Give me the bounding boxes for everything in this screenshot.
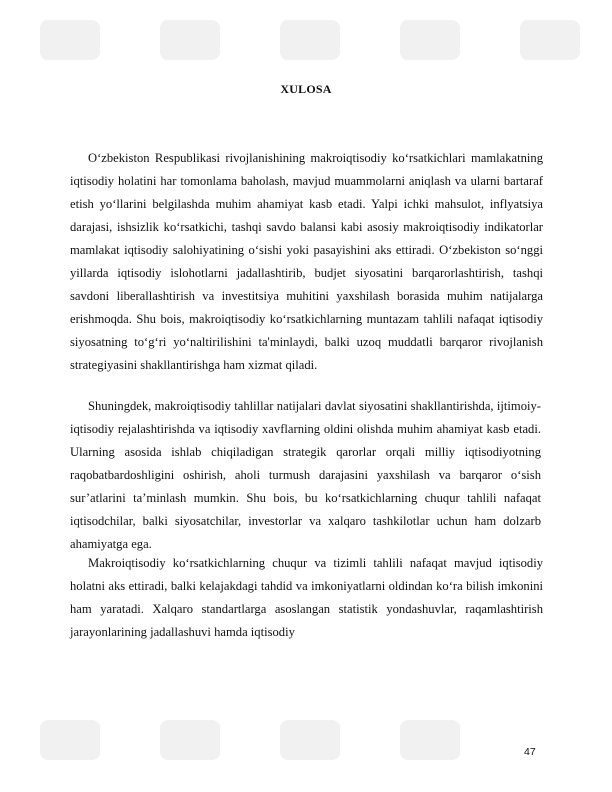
paragraph-3: Makroiqtisodiy ko‘rsatkichlarning chuqur va tizimli tahlili nafaqat mavjud iqtisodiy holatni aks ettiradi, balki kelajakdagi tahdid va imkoniyatlarni oldindan ko‘ra bilish imkonini ham yaratadi. Xalqaro standartlarga asoslangan statistik yondashuvlar, raqamlashtirish jarayonlarining jadallashuvi hamda iqtisodiy xyxy=(70,556,543,639)
paragraph-1: O‘zbekiston Respublikasi rivojlanishining makroiqtisodiy ko‘rsatkichlari mamlakatning iqtisodiy holatini har tomonlama baholash, mavjud muammolarni aniqlash va ularni bartaraf etish yo‘llarini belgilashda muhim ahamiyat kasb etadi. Yalpi ichki mahsulot, inflyatsiya darajasi, ishsizlik ko‘rsatkichi, tashqi savdo balansi kabi asosiy makroiqtisodiy indikatorlar mamlakat iqtisodiy salohiyatining o‘sishi yoki pasayishini aks ettiradi. O‘zbekiston so‘nggi yillarda iqtisodiy islohotlarni jadallashtirib, budjet siyosatini barqarorlashtirish, tashqi savdoni liberallashtirish va investitsiya muhitini yaxshilash borasida muhim natijalarga erishmoqda. Shu bois, makroiqtisodiy ko‘rsatkichlarning muntazam tahlili nafaqat iqtisodiy siyosatning to‘g‘ri yo‘naltirilishini ta'minlaydi, balki uzoq muddatli barqaror rivojlanish strategiyasini shakllantirishga ham xizmat qiladi. xyxy=(70,151,543,372)
paragraph-2: Shuningdek, makroiqtisodiy tahlillar natijalari davlat siyosatini shakllantirishda, ijtimoiy-iqtisodiy rejalashtirishda va iqtisodiy xavflarning oldini olishda muhim ahamiyat kasb etadi. Ularning asosida ishlab chiqiladigan strategik qarorlar orqali milliy iqtisodiyotning raqobatbardoshligini oshirish, aholi turmush darajasini yaxshilash va barqaror o‘sish sur’atlarini ta’minlash mumkin. Shu bois, bu ko‘rsatkichlarning chuqur tahlili nafaqat iqtisodchilar, balki siyosatchilar, investorlar va xalqaro tashkilotlar uchun ham dolzarb ahamiyatga ega. xyxy=(70,399,541,551)
page-number: 47 xyxy=(524,746,536,758)
page-title: XULOSA xyxy=(280,82,332,96)
